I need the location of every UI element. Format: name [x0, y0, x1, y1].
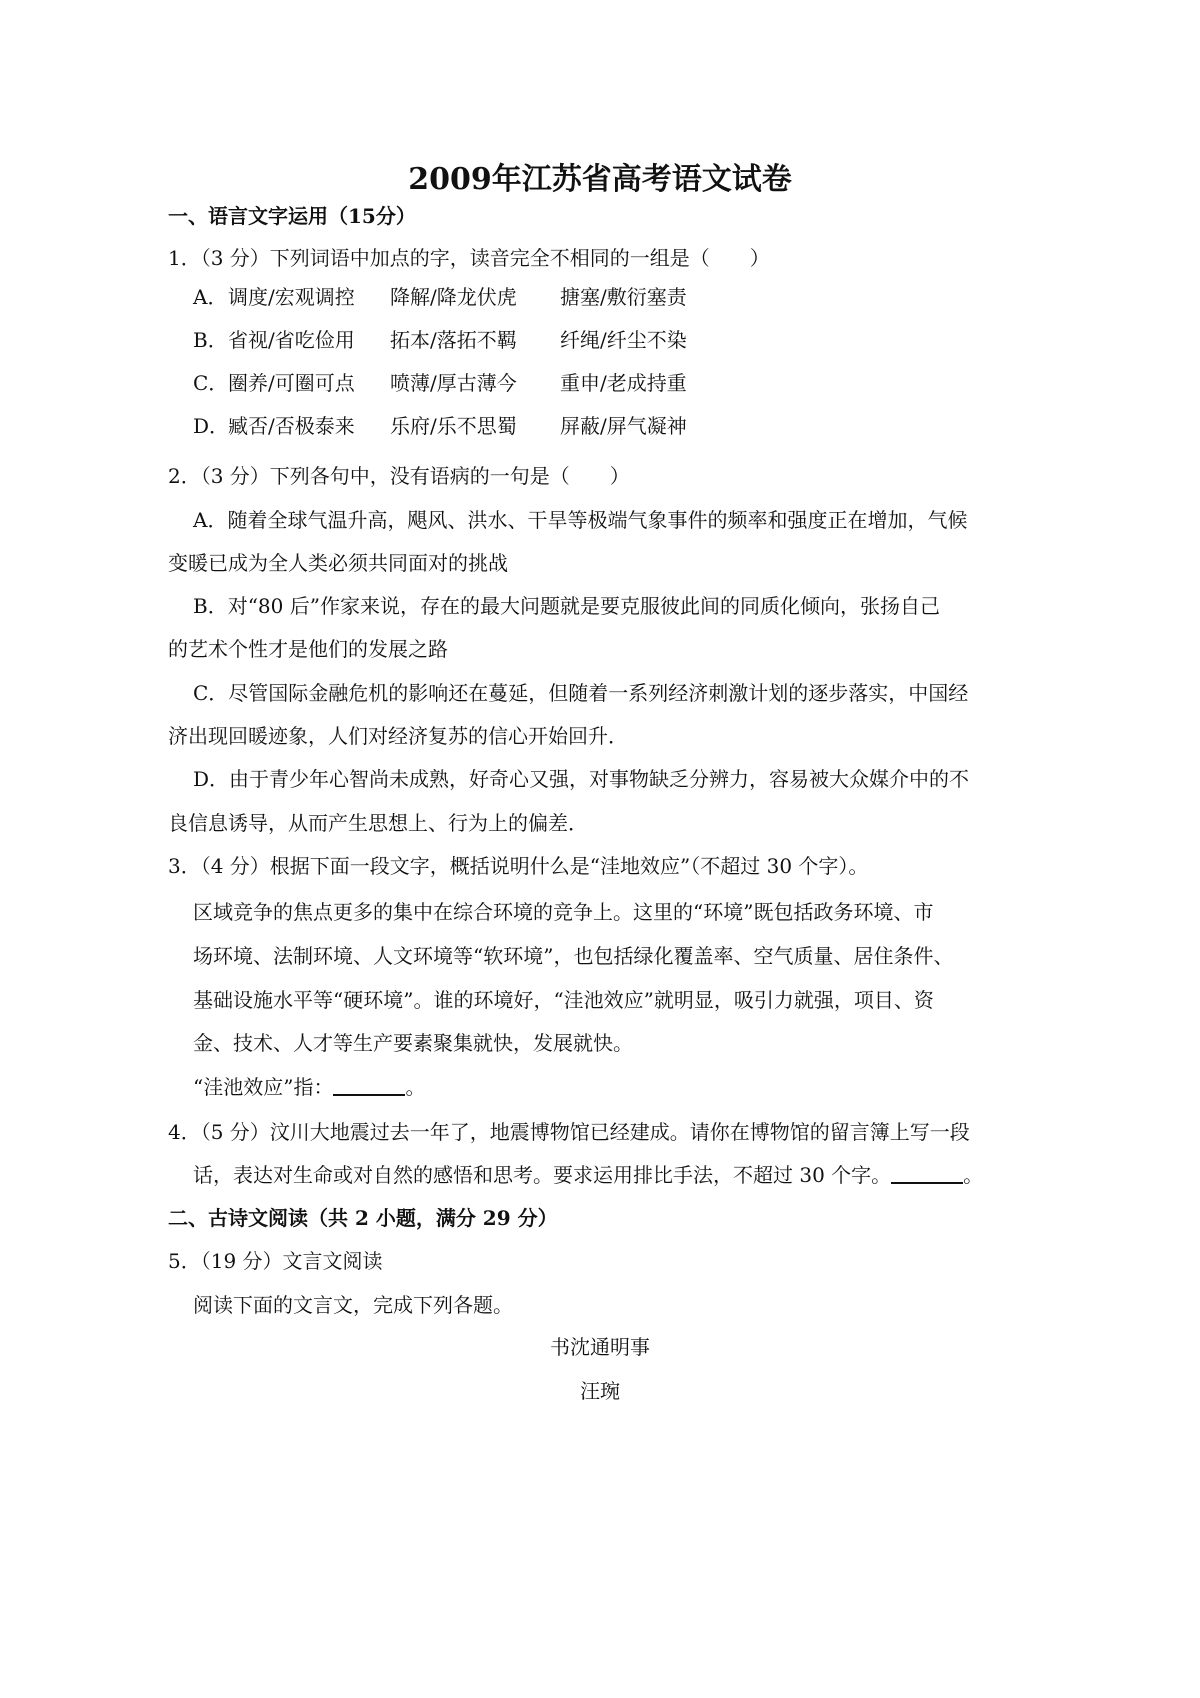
question-2-stem: 2．（3 分）下列各句中，没有语病的一句是（ ）: [168, 464, 630, 488]
option-label: C．: [193, 371, 229, 395]
answer-prefix: “洼池效应”指：: [193, 1075, 334, 1099]
question-3-answer-line: [193, 1073, 425, 1101]
question-3-passage-line2: 场环境、法制环境、人文环境等“软环境”，也包括绿化覆盖率、空气质量、居住条件、: [193, 944, 954, 968]
option-item: 喷薄/厚古薄今: [390, 371, 517, 395]
question-3-passage-line3: 基础设施水平等“硬环境”。谁的环境好，“洼池效应”就明显，吸引力就强，项目、资: [193, 988, 934, 1012]
question-5-instruction: 阅读下面的文言文，完成下列各题。: [193, 1293, 513, 1317]
option-item: 拓本/落拓不羁: [390, 328, 517, 352]
option-item: 臧否/否极泰来: [228, 414, 355, 438]
question-2-option-b-line2: 的艺术个性才是他们的发展之路: [168, 637, 448, 661]
question-2-option-a-line1: A．随着全球气温升高，飓风、洪水、干旱等极端气象事件的频率和强度正在增加，气候: [193, 508, 968, 532]
option-item: 乐府/乐不思蜀: [390, 414, 517, 438]
question-2-option-c-line1: C．尽管国际金融危机的影响还在蔓延，但随着一系列经济刺激计划的逐步落实，中国经: [193, 681, 969, 705]
question-2-option-b-line1: B．对“80 后”作家来说，存在的最大问题就是要克服彼此间的同质化倾向，张扬自己: [193, 594, 940, 618]
option-item: 省视/省吃俭用: [228, 328, 355, 352]
page-title: 2009年江苏省高考语文试卷: [408, 162, 792, 197]
question-4-stem-line1: 4．（5 分）汶川大地震过去一年了，地震博物馆已经建成。请你在博物馆的留言簿上写一段: [168, 1120, 970, 1144]
question-5-stem: 5．（19 分）文言文阅读: [168, 1249, 383, 1273]
option-item: 搪塞/敷衍塞责: [560, 285, 687, 309]
question-2-option-d-line1: D．由于青少年心智尚未成熟，好奇心又强，对事物缺乏分辨力，容易被大众媒介中的不: [193, 767, 970, 791]
answer-suffix: 。: [963, 1163, 984, 1187]
answer-suffix: 。: [405, 1075, 426, 1099]
question-2-option-d-line2: 良信息诱导，从而产生思想上、行为上的偏差．: [168, 811, 588, 835]
article-author: 汪琬: [580, 1379, 620, 1403]
question-3-stem: 3．（4 分）根据下面一段文字，概括说明什么是“洼地效应”（不超过 30 个字）。: [168, 854, 869, 878]
option-label: A．: [193, 285, 228, 309]
option-item: 圈养/可圈可点: [228, 371, 355, 395]
question-4-text: 话，表达对生命或对自然的感悟和思考。要求运用排比手法，不超过 30 个字。: [193, 1163, 892, 1187]
question-2-option-a-line2: 变暖已成为全人类必须共同面对的挑战: [168, 551, 508, 575]
option-item: 纤绳/纤尘不染: [560, 328, 687, 352]
question-3-passage-line1: 区域竞争的焦点更多的集中在综合环境的竞争上。这里的“环境”既包括政务环境、市: [193, 900, 934, 924]
question-4-stem-line2: [193, 1161, 983, 1189]
section-heading-2: 二、古诗文阅读（共 2 小题，满分 29 分）: [168, 1206, 558, 1230]
answer-blank[interactable]: [333, 1074, 405, 1096]
section-heading-1: 一、语言文字运用（15分）: [168, 204, 416, 228]
option-item: 降解/降龙伏虎: [390, 285, 517, 309]
question-3-passage-line4: 金、技术、人才等生产要素聚集就快，发展就快。: [193, 1031, 633, 1055]
option-item: 屏蔽/屏气凝神: [560, 414, 687, 438]
option-label: D．: [193, 414, 230, 438]
question-2-option-c-line2: 济出现回暖迹象，人们对经济复苏的信心开始回升．: [168, 724, 628, 748]
article-title: 书沈通明事: [550, 1335, 650, 1359]
option-item: 重申/老成持重: [560, 371, 687, 395]
question-1-stem: 1．（3 分）下列词语中加点的字，读音完全不相同的一组是（ ）: [168, 246, 770, 270]
option-label: B．: [193, 328, 228, 352]
option-item: 调度/宏观调控: [228, 285, 355, 309]
answer-blank[interactable]: [891, 1162, 963, 1184]
